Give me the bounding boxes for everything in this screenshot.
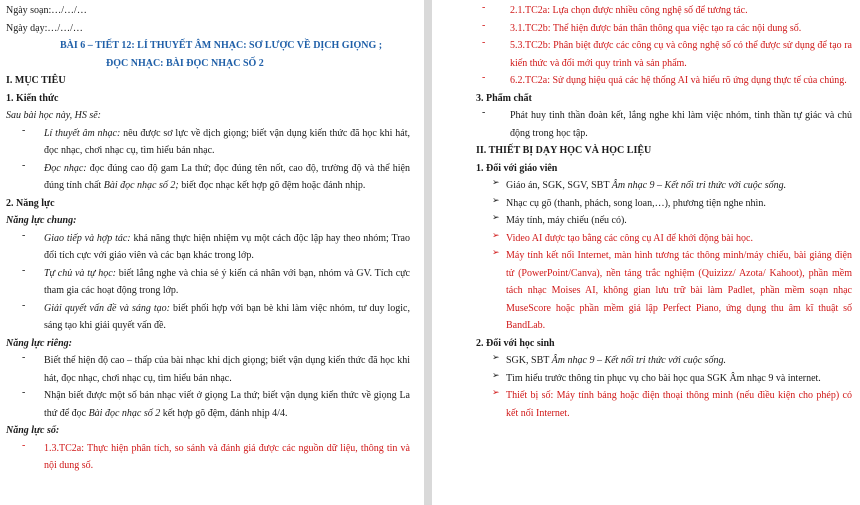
list-item: - 3.1.TC2b: Thể hiện được bản thân thông qua việc tạo ra các nội dung số.	[476, 20, 852, 38]
list-item: - Biết thể hiện độ cao – thấp của bài nhạc khi dịch giọng; biết vận dụng kiến thức đã học khi hát, đọc nhạc, chơi nhạc cụ, tìm hiểu bản nhạc.	[6, 352, 410, 387]
dash-bullet: -	[482, 107, 486, 118]
list-item: - 6.2.TC2a: Sử dụng hiệu quả các hệ thống AI và hiểu rõ ứng dụng thực tế của chúng.	[476, 72, 852, 90]
list-item: - Lí thuyết âm nhạc: nêu được sơ lực về dịch giọng; biết vận dụng kiến thức đã học khi hát, đọc nhạc, chơi nhạc cụ, tìm hiểu bản nhạc.	[6, 125, 410, 160]
arrow-bullet-icon: ➢	[492, 247, 500, 257]
list-item: ➢ Tìm hiểu trước thông tin phục vụ cho bài học qua SGK Âm nhạc 9 và internet.	[476, 370, 852, 388]
arrow-bullet-icon: ➢	[492, 387, 500, 397]
dash-bullet: -	[22, 124, 26, 136]
list-item: ➢ Thiết bị số: Máy tính bảng hoặc điện thoại thông minh (nếu điều kiện cho phép) có kết nối Internet.	[476, 387, 852, 422]
list-item: - Giải quyết vấn đề và sáng tạo: biết phối hợp với bạn bè khi làm việc nhóm, tư duy logic, sáng tạo khi giải quyết vấn đề.	[6, 300, 410, 335]
intro-sau-bai-hoc: Sau bài học này, HS sẽ:	[6, 110, 101, 121]
dash-bullet: -	[22, 352, 26, 363]
list-item: - Đọc nhạc: đọc đúng cao độ gam La thứ; đọc đúng tên nốt, cao độ, trường độ và thể hiện đúng tính chất Bài đọc nhạc số 2; biết đọc nhạc kết hợp gõ đệm hoặc đánh nhịp.	[6, 160, 410, 195]
heading-pham-chat: 3. Phẩm chất	[476, 92, 532, 104]
list-item: ➢ Nhạc cụ gõ (thanh, phách, song loan,…), phương tiện nghe nhìn.	[476, 195, 852, 213]
list-item: - Giao tiếp và hợp tác: khả năng thực hiện nhiệm vụ một cách độc lập hay theo nhóm; Trao đổi tích cực với giáo viên và các bạn khác trong lớp.	[6, 230, 410, 265]
ngay-day: Ngày dạy:…/…/…	[6, 22, 83, 34]
dash-bullet: -	[22, 387, 26, 398]
list-item: ➢ Máy tính kết nối Internet, màn hình tương tác thông minh/máy chiếu, bài giảng điện tử (PowerPoint/Canva), nền tảng trắc nghiệm (Quizizz/ Azota/ Kahoot), phần mềm tách nhạc Moises AI, không gian lưu trữ bài làm Padlet, phần mềm soạn nhạc MuseScore hoặc phần mềm giả lập Perfect Piano, ứng dụng thu âm kĩ thuật số BandLab.	[476, 247, 852, 335]
dash-bullet: -	[22, 299, 26, 311]
arrow-bullet-icon: ➢	[492, 194, 500, 205]
dash-bullet: -	[22, 264, 26, 276]
arrow-bullet-icon: ➢	[492, 177, 500, 187]
list-item: - 1.3.TC2a: Thực hiện phân tích, so sánh và đánh giá được các nguồn dữ liệu, thông tin và nội dung số.	[6, 440, 410, 475]
dash-bullet: -	[22, 159, 26, 171]
arrow-bullet-icon: ➢	[492, 352, 500, 362]
heading-doi-voi-hs: 2. Đối với học sinh	[476, 337, 555, 349]
list-item: ➢ Máy tính, máy chiếu (nếu có).	[476, 212, 852, 230]
dash-bullet: -	[22, 229, 26, 241]
dash-bullet: -	[22, 439, 26, 451]
list-item: - 5.3.TC2b: Phân biệt được các công cụ và công nghệ số có thể được sử dụng để tạo ra kiến thức và đổi mới quy trình và sản phẩm.	[476, 37, 852, 72]
dash-bullet: -	[482, 37, 486, 48]
dash-bullet: -	[482, 2, 486, 13]
list-item: - Tự chủ và tự học: biết lắng nghe và chia sẻ ý kiến cá nhân với bạn, nhóm và GV. Tích cực tham gia các hoạt động trong lớp.	[6, 265, 410, 300]
arrow-bullet-icon: ➢	[492, 229, 500, 240]
heading-nang-luc-chung: Năng lực chung:	[6, 215, 77, 226]
heading-muc-tieu: I. MỤC TIÊU	[6, 75, 66, 86]
list-item: ➢ Giáo án, SGK, SGV, SBT Âm nhạc 9 – Kết nối tri thức với cuộc sống.	[476, 177, 852, 195]
heading-nang-luc-rieng: Năng lực riêng:	[6, 337, 72, 349]
ngay-soan: Ngày soạn:…/…/…	[6, 5, 87, 16]
heading-nang-luc: 2. Năng lực	[6, 197, 55, 209]
list-item: - Nhận biết được một số bản nhạc viết ở giọng La thứ; biết vận dụng kiến thức về giọng La thứ để đọc Bài đọc nhạc số 2 kết hợp gõ đệm, đánh nhịp 4/4.	[6, 387, 410, 422]
heading-thiet-bi: II. THIẾT BỊ DẠY HỌC VÀ HỌC LIỆU	[476, 145, 652, 156]
document-page-right	[432, 0, 860, 505]
lesson-title-line-2: ĐỌC NHẠC: BÀI ĐỌC NHẠC SỐ 2	[106, 57, 264, 69]
lesson-title-line-1: BÀI 6 – TIẾT 12: LÍ THUYẾT ÂM NHẠC: SƠ LƯỢC VỀ DỊCH GIỌNG ;	[60, 40, 383, 51]
heading-nang-luc-so: Năng lực số:	[6, 425, 60, 436]
dash-bullet: -	[482, 19, 486, 31]
list-item: - 2.1.TC2a: Lựa chọn được nhiều công nghệ số để tương tác.	[476, 2, 852, 20]
arrow-bullet-icon: ➢	[492, 369, 500, 380]
document-page-left	[0, 0, 424, 505]
list-item: - Phát huy tinh thần đoàn kết, lắng nghe khi làm việc nhóm, tinh thần tự giác và chủ động trong học tập.	[476, 107, 852, 142]
list-item: ➢ Video AI được tạo bằng các công cụ AI để khởi động bài học.	[476, 230, 852, 248]
dash-bullet: -	[482, 72, 486, 83]
list-item: ➢ SGK, SBT Âm nhạc 9 – Kết nối tri thức với cuộc sống.	[476, 352, 852, 370]
arrow-bullet-icon: ➢	[492, 212, 500, 222]
heading-doi-voi-gv: 1. Đối với giáo viên	[476, 162, 558, 174]
heading-kien-thuc: 1. Kiến thức	[6, 92, 59, 104]
